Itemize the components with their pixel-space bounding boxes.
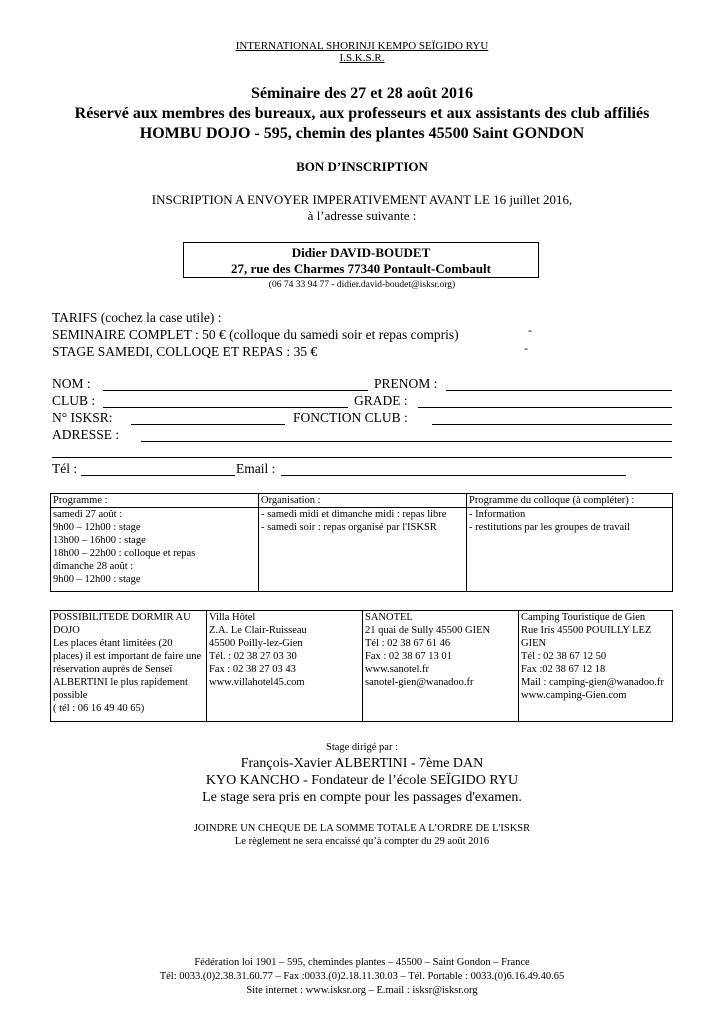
org-acronym: I.S.K.S.R. (339, 52, 385, 64)
adresse-field[interactable] (141, 441, 672, 442)
lodging-line: POSSIBILITEDE DORMIR AU DOJO (53, 612, 191, 636)
prenom-field[interactable] (446, 390, 672, 391)
lodging-link[interactable]: www.camping-Gien.com (521, 690, 627, 701)
lodging-email[interactable]: Mail : camping-gien@wanadoo.fr (521, 677, 664, 688)
direction-label: Stage dirigé par : (325, 742, 399, 753)
club-label: CLUB : (52, 393, 96, 408)
lodging-line: Villa Hôtel (209, 612, 256, 623)
organisation-cell (259, 508, 467, 592)
recipient-contact: (06 74 33 94 77 - didier.david-boudet@isksr.org) (268, 280, 456, 290)
colloque-header: Programme du colloque (à compléter) : (467, 494, 673, 508)
lodging-villa-cell (207, 611, 363, 722)
adresse-field-line2[interactable] (52, 457, 672, 458)
deadline-address-intro: à l’adresse suivante : (307, 208, 417, 223)
isksr-number-label: N° ISKSR: (52, 410, 113, 425)
programme-line: samedi 27 août : (53, 509, 123, 520)
seminar-audience: Réservé aux membres des bureaux, aux professeurs et aux assistants des club affiliés (74, 105, 650, 122)
footer-address: Fédération loi 1901 – 595, chemindes plantes – 45500 – Saint Gondon – France (194, 957, 530, 968)
payment-note: Le règlement ne sera encaissé qu’à compter du 29 août 2016 (234, 836, 490, 847)
programme-line: 9h00 – 12h00 : stage (53, 574, 141, 585)
tarif-option-samedi: STAGE SAMEDI, COLLOQE ET REPAS : 35 € (52, 344, 318, 359)
lodging-table (50, 610, 673, 722)
programme-header: Programme : (51, 494, 259, 508)
tarif-checkbox-samedi[interactable]: - (524, 341, 528, 355)
lodging-line: SANOTEL (365, 612, 413, 623)
tel-label: Tél : (52, 461, 78, 476)
recipient-name: Didier DAVID-BOUDET (291, 245, 431, 260)
grade-label: GRADE : (354, 393, 408, 408)
director-title: KYO KANCHO - Fondateur de l’école SEÏGIDO RYU (205, 773, 519, 788)
tarif-checkbox-complet[interactable]: - (528, 323, 532, 337)
lodging-line: Tél : 02 38 67 12 50 (521, 651, 607, 662)
colloque-line: - restitutions par les groupes de travail (469, 522, 630, 533)
programme-line: 9h00 – 12h00 : stage (53, 522, 141, 533)
fonction-club-field[interactable] (432, 424, 672, 425)
tarif-option-complet: SEMINAIRE COMPLET : 50 € (colloque du samedi soir et repas compris) (52, 327, 459, 342)
tel-field[interactable] (81, 475, 235, 476)
tarifs-heading: TARIFS (cochez la case utile) : (52, 310, 222, 325)
club-field[interactable] (103, 407, 348, 408)
footer-phones: Tél: 0033.(0)2.38.31.60.77 – Fax :0033.(0)2.18.11.30.03 – Tél. Portable : 0033.(0)6.16.49.40.65 (159, 971, 565, 982)
programme-line: 13h00 – 16h00 : stage (53, 535, 146, 546)
lodging-line: Camping Touristique de Gien (521, 612, 646, 623)
cheque-instruction: JOINDRE UN CHEQUE DE LA SOMME TOTALE A L’ORDRE DE L'ISKSR (193, 823, 531, 834)
exam-note: Le stage sera pris en compte pour les passages d'examen. (202, 790, 522, 805)
lodging-email[interactable]: sanotel-gien@wanadoo.fr (365, 677, 474, 688)
grade-field[interactable] (418, 407, 672, 408)
director-name: François-Xavier ALBERTINI - 7ème DAN (240, 756, 484, 771)
lodging-line: Fax :02 38 67 12 18 (521, 664, 606, 675)
lodging-line: Les places étant limitées (20 places) il est important de faire une réservation auprès de Senseï ALBERTINI le plus rapidement possible (53, 638, 202, 701)
lodging-line: Fax : 02 38 67 13 01 (365, 651, 452, 662)
colloque-line: - Information (469, 509, 526, 520)
programme-line: dimanche 28 août : (53, 561, 134, 572)
lodging-line: Fax : 02 38 27 03 43 (209, 664, 296, 675)
organisation-header: Organisation : (259, 494, 467, 508)
lodging-line: 45500 Poilly-lez-Gien (209, 638, 303, 649)
isksr-number-field[interactable] (131, 424, 285, 425)
organisation-line: - samedi soir : repas organisé par l'ISKSR (261, 522, 437, 533)
lodging-line: Tél. : 02 38 27 03 30 (209, 651, 297, 662)
lodging-line: ( tél : 06 16 49 40 65) (53, 703, 145, 714)
nom-field[interactable] (103, 390, 368, 391)
adresse-label: ADRESSE : (52, 427, 120, 442)
address-box (183, 242, 539, 278)
lodging-line: Tél : 02 38 67 61 46 (365, 638, 451, 649)
seminar-title: Séminaire des 27 et 28 août 2016 (251, 85, 473, 102)
form-title: BON D’INSCRIPTION (296, 159, 428, 174)
nom-label: NOM : (52, 376, 91, 391)
footer-web: Site internet : www.isksr.org – E.mail : isksr@isksr.org (246, 985, 478, 996)
programme-line: 18h00 – 22h00 : colloque et repas (53, 548, 196, 559)
lodging-line: Z.A. Le Clair-Ruisseau (209, 625, 307, 636)
programme-table (50, 493, 673, 592)
fonction-club-label: FONCTION CLUB : (293, 410, 408, 425)
email-label: Email : (236, 461, 276, 476)
recipient-street: 27, rue des Charmes 77340 Pontault-Combault (231, 261, 491, 276)
lodging-line: 21 quai de Sully 45500 GIEN (365, 625, 491, 636)
lodging-link[interactable]: www.villahotel45.com (209, 677, 305, 688)
colloque-cell[interactable] (467, 508, 673, 592)
prenom-label: PRENOM : (374, 376, 438, 391)
lodging-link[interactable]: www.sanotel.fr (365, 664, 430, 675)
lodging-sanotel-cell (363, 611, 519, 722)
org-name: INTERNATIONAL SHORINJI KEMPO SEÏGIDO RYU (235, 40, 489, 52)
lodging-line: Rue Iris 45500 POUILLY LEZ GIEN (521, 625, 652, 649)
seminar-location: HOMBU DOJO - 595, chemin des plantes 45500 Saint GONDON (139, 125, 585, 142)
organisation-line: - samedi midi et dimanche midi : repas libre (261, 509, 447, 520)
email-field[interactable] (281, 475, 626, 476)
deadline-text: INSCRIPTION A ENVOYER IMPERATIVEMENT AVANT LE 16 juillet 2016, (151, 192, 573, 207)
lodging-camping-cell (519, 611, 673, 722)
programme-cell (51, 508, 259, 592)
lodging-dojo-cell (51, 611, 207, 722)
